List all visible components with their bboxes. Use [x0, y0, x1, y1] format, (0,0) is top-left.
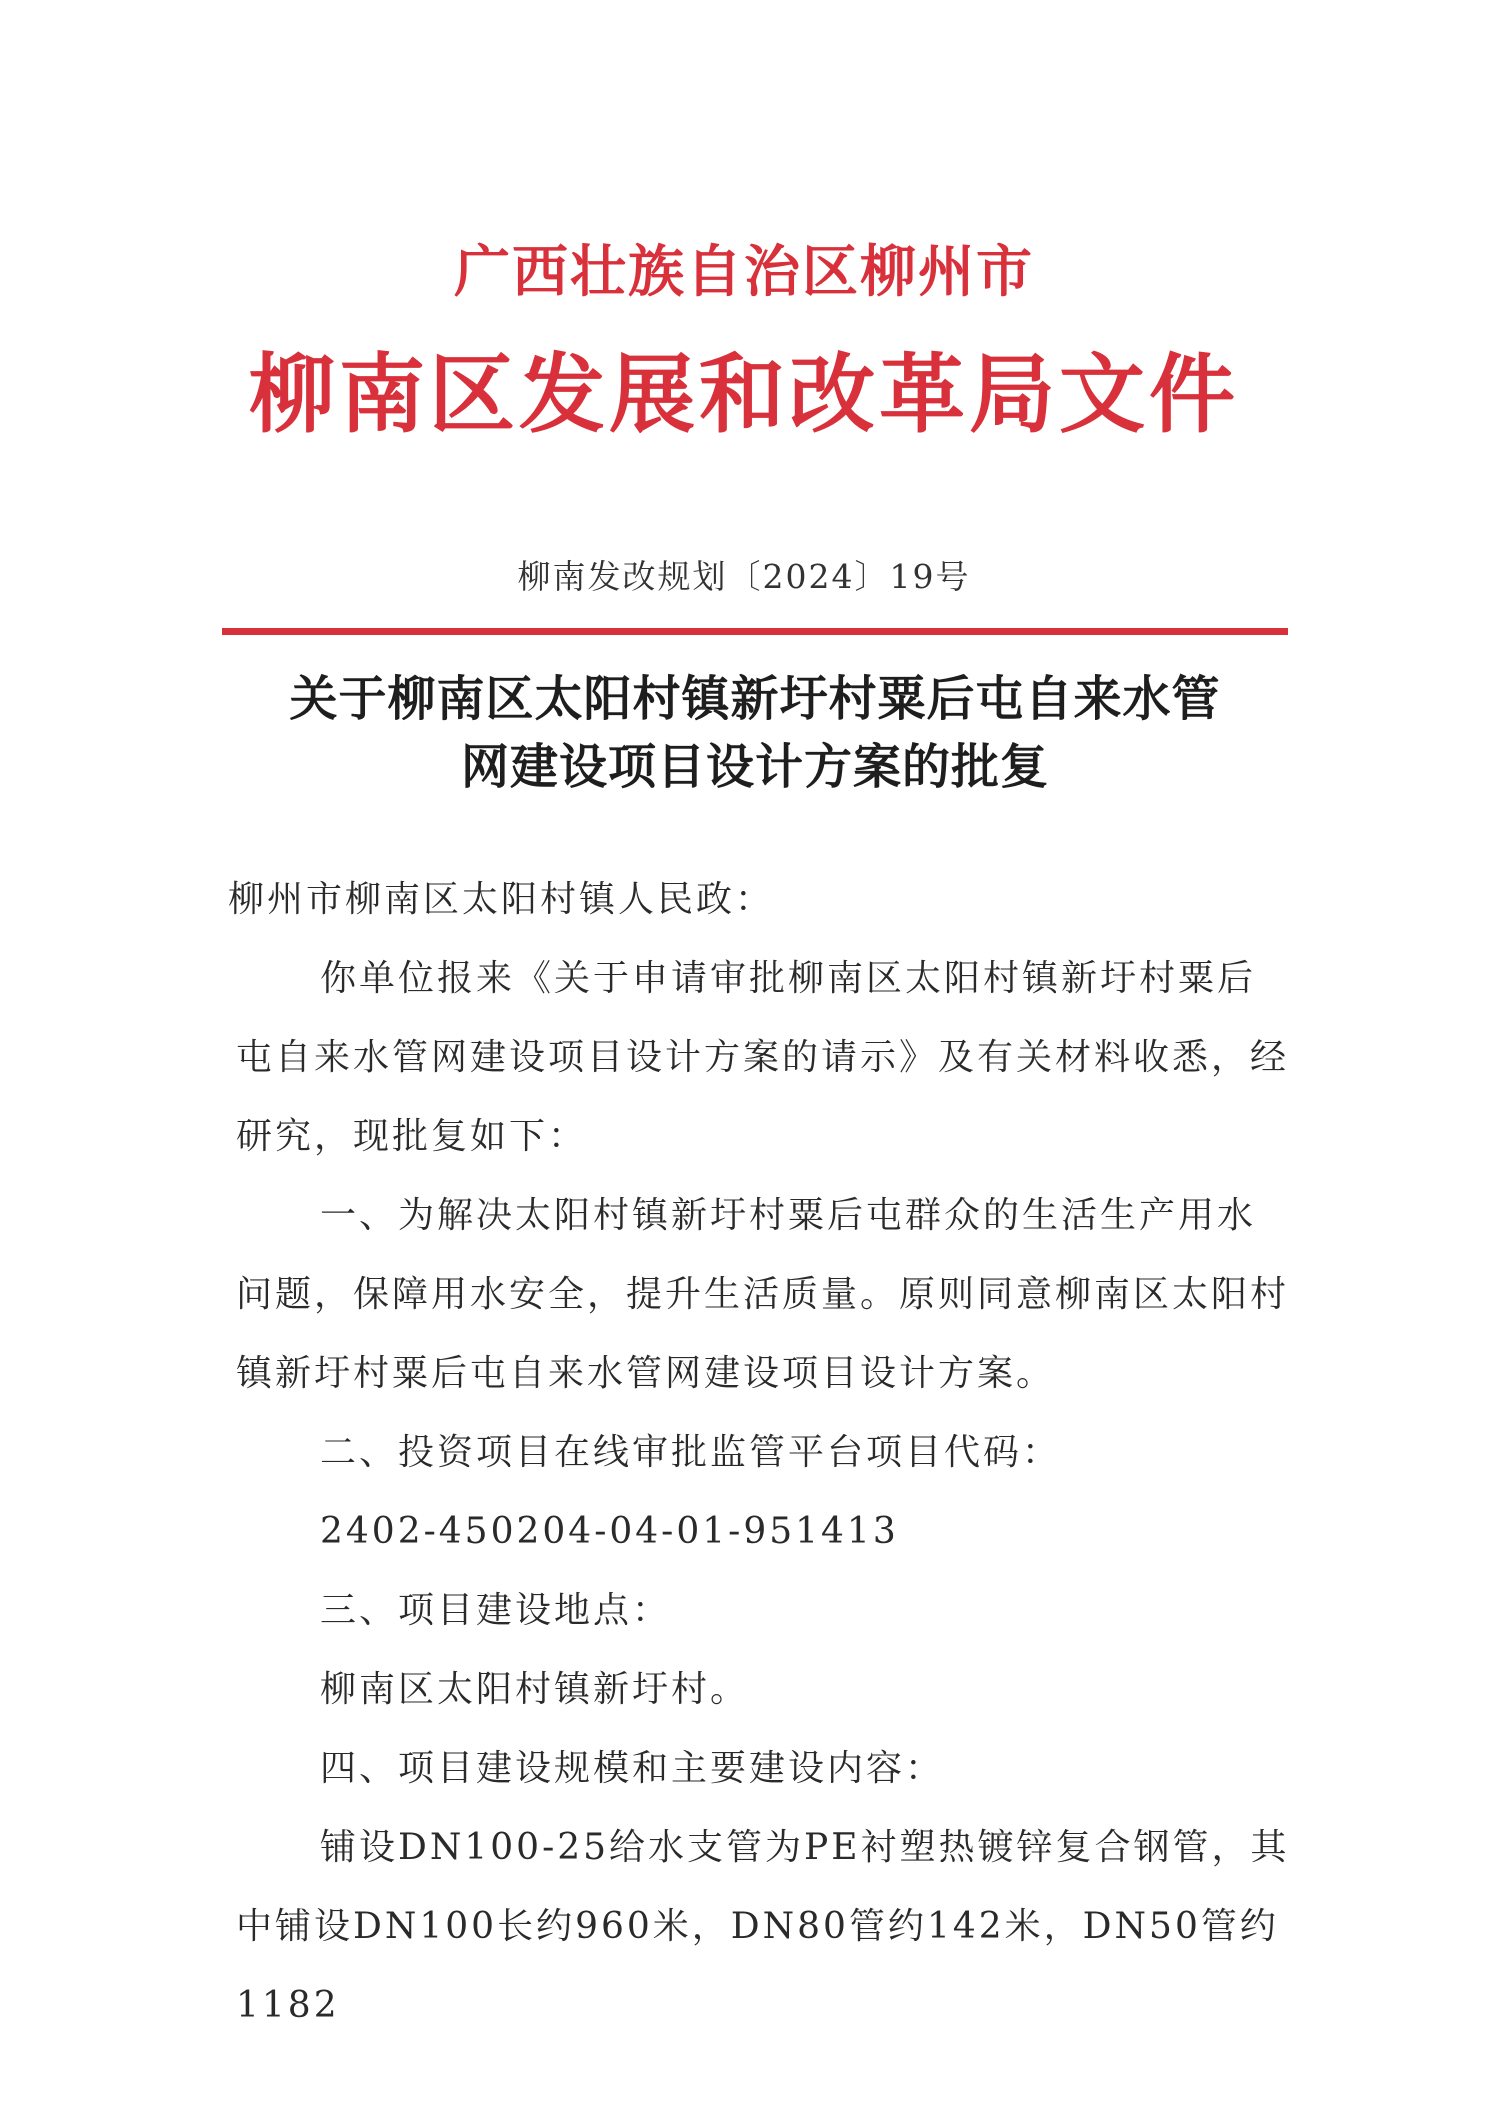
project-location: 柳南区太阳村镇新圩村。	[320, 1669, 750, 1710]
item-4-content: 铺设DN100-25给水支管为PE衬塑热镀锌复合钢管，其中铺设DN100长约960米，DN80管约142米，DN50管约1182	[236, 1827, 1290, 2026]
item-3-heading: 三、项目建设地点：	[320, 1590, 672, 1631]
issuer-region-header: 广西壮族自治区柳州市	[454, 240, 1034, 305]
project-code: 2402-450204-04-01-951413	[320, 1511, 899, 1552]
recipient-line: 柳州市柳南区太阳村镇人民政：	[228, 879, 775, 920]
title-line-2: 网建设项目设计方案的批复	[460, 739, 1049, 795]
document-body	[228, 860, 1294, 2045]
issuer-agency-header: 柳南区发展和改革局文件	[249, 345, 1239, 445]
item-2-heading: 二、投资项目在线审批监管平台项目代码：	[320, 1432, 1062, 1473]
item-1-paragraph: 一、为解决太阳村镇新圩村粟后屯群众的生活生产用水问题，保障用水安全，提升生活质量。原则同意柳南区太阳村镇新圩村粟后屯自来水管网建设项目设计方案。	[236, 1195, 1290, 1394]
item-4-heading: 四、项目建设规模和主要建设内容：	[320, 1748, 945, 1789]
document-title	[222, 665, 1288, 801]
intro-paragraph: 你单位报来《关于申请审批柳南区太阳村镇新圩村粟后屯自来水管网建设项目设计方案的请示》及有关材料收悉，经研究，现批复如下：	[236, 958, 1290, 1157]
title-line-1: 关于柳南区太阳村镇新圩村粟后屯自来水管	[289, 671, 1221, 727]
document-number: 柳南发改规划〔2024〕19号	[517, 557, 971, 596]
red-divider-line	[222, 628, 1288, 635]
